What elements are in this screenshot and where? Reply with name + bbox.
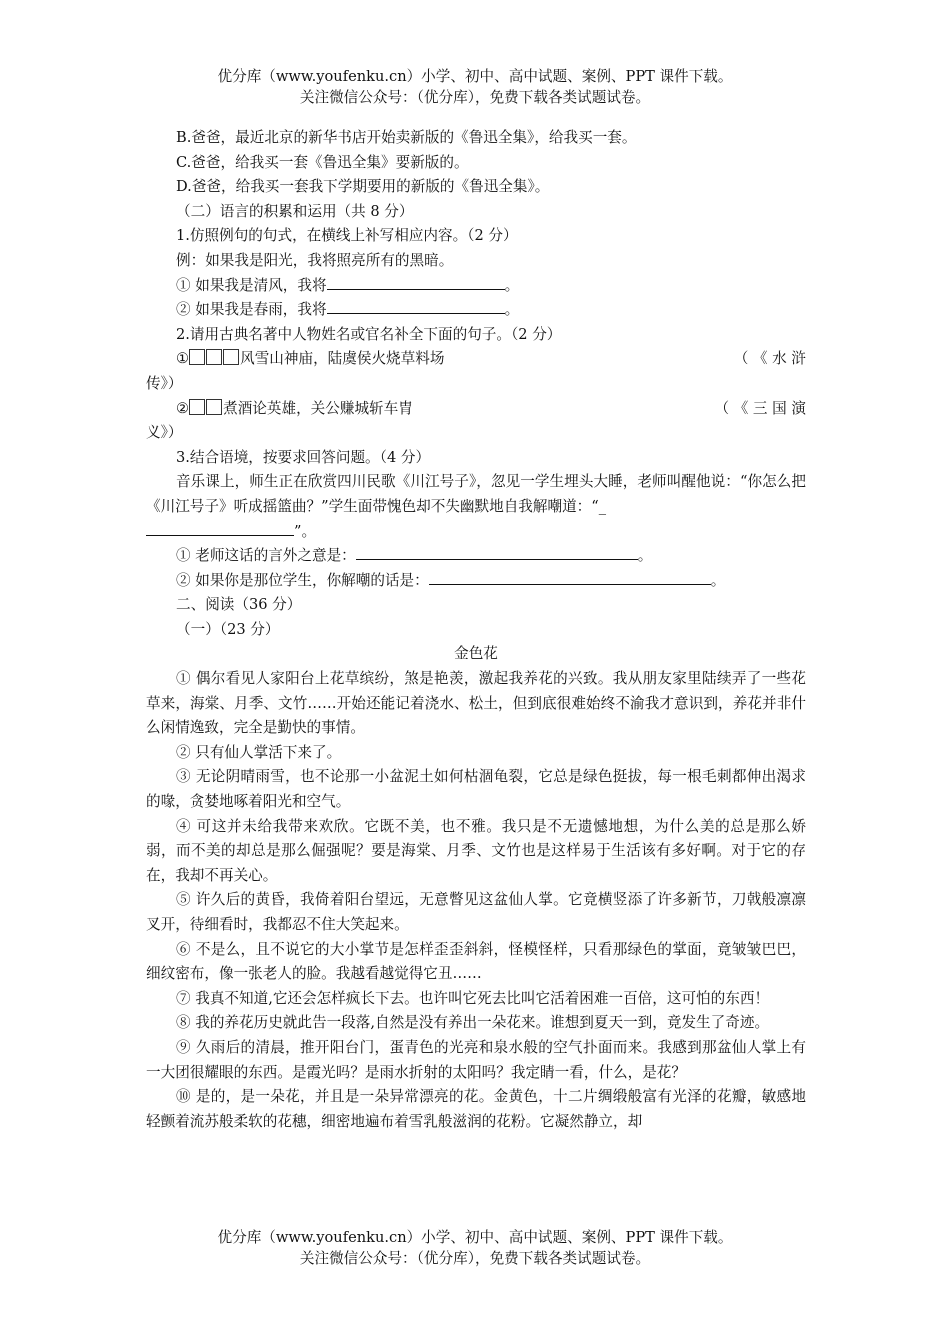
footer-line-2: 关注微信公众号：（优分库），免费下载各类试题试卷。 xyxy=(299,1250,651,1267)
article-paragraph-2: ② 只有仙人掌活下来了。 xyxy=(176,743,342,761)
q3-context-text: 音乐课上，师生正在欣赏四川民歌《川江号子》，忽见一学生埋头大睡，老师叫醒他说：“你怎么把《川江号子》听成摇篮曲？”学生面带愧色却不失幽默地自我解嘲道：“_ xyxy=(146,473,806,515)
q2b-source-cont: 义》） xyxy=(146,424,183,442)
q1b-end: 。 xyxy=(504,301,520,319)
document-body xyxy=(146,126,806,1134)
q2a-box-2[interactable] xyxy=(206,349,222,365)
article-paragraph-3: ③ 无论阴晴雨雪，也不论那一小盆泥土如何枯涸龟裂，它总是绿色挺拔，每一根毛刺都伸出渴求的喙，贪婪地啄着阳光和空气。 xyxy=(146,768,806,811)
option-c: C.爸爸，给我买一套《鲁迅全集》要新版的。 xyxy=(176,153,469,171)
article-paragraph-5: ⑤ 许久后的黄昏，我倚着阳台望远，无意瞥见这盆仙人掌。它竟横竖添了许多新节，刀戟般凛凛叉开，待细看时，我都忍不住大笑起来。 xyxy=(146,891,806,933)
q3-context-blank[interactable] xyxy=(146,521,294,536)
q1a-answer-blank[interactable] xyxy=(327,275,505,290)
q1a-end: 。 xyxy=(504,276,520,294)
q3-context-end: ”。 xyxy=(294,522,317,540)
question-3-item-b xyxy=(146,569,806,594)
question-2-item-a xyxy=(146,347,806,372)
article-paragraph-7: ⑦ 我真不知道,它还会怎样疯长下去。也许叫它死去比叫它活着困难一百倍，这可怕的东西！ xyxy=(176,989,770,1007)
header-line-2: 关注微信公众号：（优分库），免费下载各类试题试卷。 xyxy=(299,89,651,106)
page-header xyxy=(0,66,950,108)
q1b-text: ② 如果我是春雨，我将 xyxy=(176,301,327,319)
reading-section-title: 二、阅读（36 分） xyxy=(176,596,302,614)
q2b-box-1[interactable] xyxy=(189,399,205,415)
header-line-1: 优分库（www.youfenku.cn）小学、初中、高中试题、案例、PPT 课件下载。 xyxy=(217,68,733,85)
q3a-end: 。 xyxy=(637,547,653,565)
q2b-prefix: ② xyxy=(176,399,190,417)
question-3-context xyxy=(146,470,806,544)
q1a-text: ① 如果我是清风，我将 xyxy=(176,276,327,294)
q2a-text: 风雪山神庙，陆虞侯火烧草料场 xyxy=(240,350,445,368)
question-1-item-b xyxy=(146,298,806,323)
question-2-title: 2.请用古典名著中人物姓名或官名补全下面的句子。（2 分） xyxy=(176,325,562,343)
article-paragraph-4: ④ 可这并未给我带来欢欣。它既不美，也不雅。我只是不无遗憾地想，为什么美的总是那么娇弱，而不美的却总是那么倔强呢？要是海棠、月季、文竹也是这样易于生活该有多好啊。对于它的存在，我却不再关心。 xyxy=(146,817,806,884)
option-d: D.爸爸，给我买一套我下学期要用的新版的《鲁迅全集》。 xyxy=(176,178,550,196)
question-1-title: 1.仿照例句的句式，在横线上补写相应内容。（2 分） xyxy=(176,227,518,245)
q2b-source: （ 《 三 国 演 xyxy=(714,399,806,417)
reading-subsection-title: （一）（23 分） xyxy=(176,620,280,638)
q3b-text: ② 如果你是那位学生，你解嘲的话是： xyxy=(176,571,429,589)
article-paragraph-1: ① 偶尔看见人家阳台上花草缤纷，煞是艳羡，激起我养花的兴致。我从朋友家里陆续弄了一些花草来，海棠、月季、文竹……开始还能记着浇水、松土，但到底很难始终不渝我才意识到，养花并非什么闲情逸致，完全是勤快的事情。 xyxy=(146,670,806,737)
article-paragraph-10: ⑩ 是的，是一朵花，并且是一朵异常漂亮的花。金黄色，十二片绸缎般富有光泽的花瓣，敏感地轻颤着流苏般柔软的花穗，细密地遍布着雪乳般滋润的花粉。它凝然静立，却 xyxy=(146,1088,806,1130)
article-paragraph-9: ⑨ 久雨后的清晨，推开阳台门，蛋青色的光亮和泉水般的空气扑面而来。我感到那盆仙人掌上有一大团很耀眼的东西。是霞光吗？是雨水折射的太阳吗？我定睛一看，什么，是花？ xyxy=(146,1038,806,1081)
q2b-text: 煮酒论英雄，关公赚城斩车胄 xyxy=(223,399,413,417)
q2a-prefix: ① xyxy=(176,350,190,368)
article-title: 金色花 xyxy=(454,645,498,663)
section-2-title: （二）语言的积累和运用（共 8 分） xyxy=(176,202,414,220)
option-b: B.爸爸，最近北京的新华书店开始卖新版的《鲁迅全集》，给我买一套。 xyxy=(176,129,637,146)
article-paragraph-6: ⑥ 不是么，且不说它的大小掌节是怎样歪歪斜斜，怪模怪样，只看那绿色的掌面，竟皱皱巴巴，细纹密布，像一张老人的脸。我越看越觉得它丑…… xyxy=(146,940,806,983)
q1b-answer-blank[interactable] xyxy=(327,299,505,314)
q2a-box-3[interactable] xyxy=(223,349,239,365)
q2a-box-1[interactable] xyxy=(189,349,205,365)
q3b-end: 。 xyxy=(710,571,726,589)
q2b-box-2[interactable] xyxy=(206,399,222,415)
question-1-item-a xyxy=(146,274,806,299)
q3a-answer-blank[interactable] xyxy=(356,545,638,560)
q2a-source: （ 《 水 浒 xyxy=(733,350,806,368)
question-1-example: 例：如果我是阳光，我将照亮所有的黑暗。 xyxy=(176,251,454,269)
article-paragraph-8: ⑧ 我的养花历史就此告一段落,自然是没有养出一朵花来。谁想到夏天一到，竟发生了奇迹。 xyxy=(176,1014,770,1032)
footer-line-1: 优分库（www.youfenku.cn）小学、初中、高中试题、案例、PPT 课件下载。 xyxy=(217,1229,733,1246)
question-3-item-a xyxy=(146,544,806,569)
question-3-title: 3.结合语境，按要求回答问题。（4 分） xyxy=(176,448,431,466)
q3b-answer-blank[interactable] xyxy=(429,570,711,585)
question-2-item-b xyxy=(146,397,806,422)
q2a-source-cont: 传》） xyxy=(146,374,183,392)
q3a-text: ① 老师这话的言外之意是： xyxy=(176,547,356,565)
page-footer xyxy=(0,1227,950,1269)
